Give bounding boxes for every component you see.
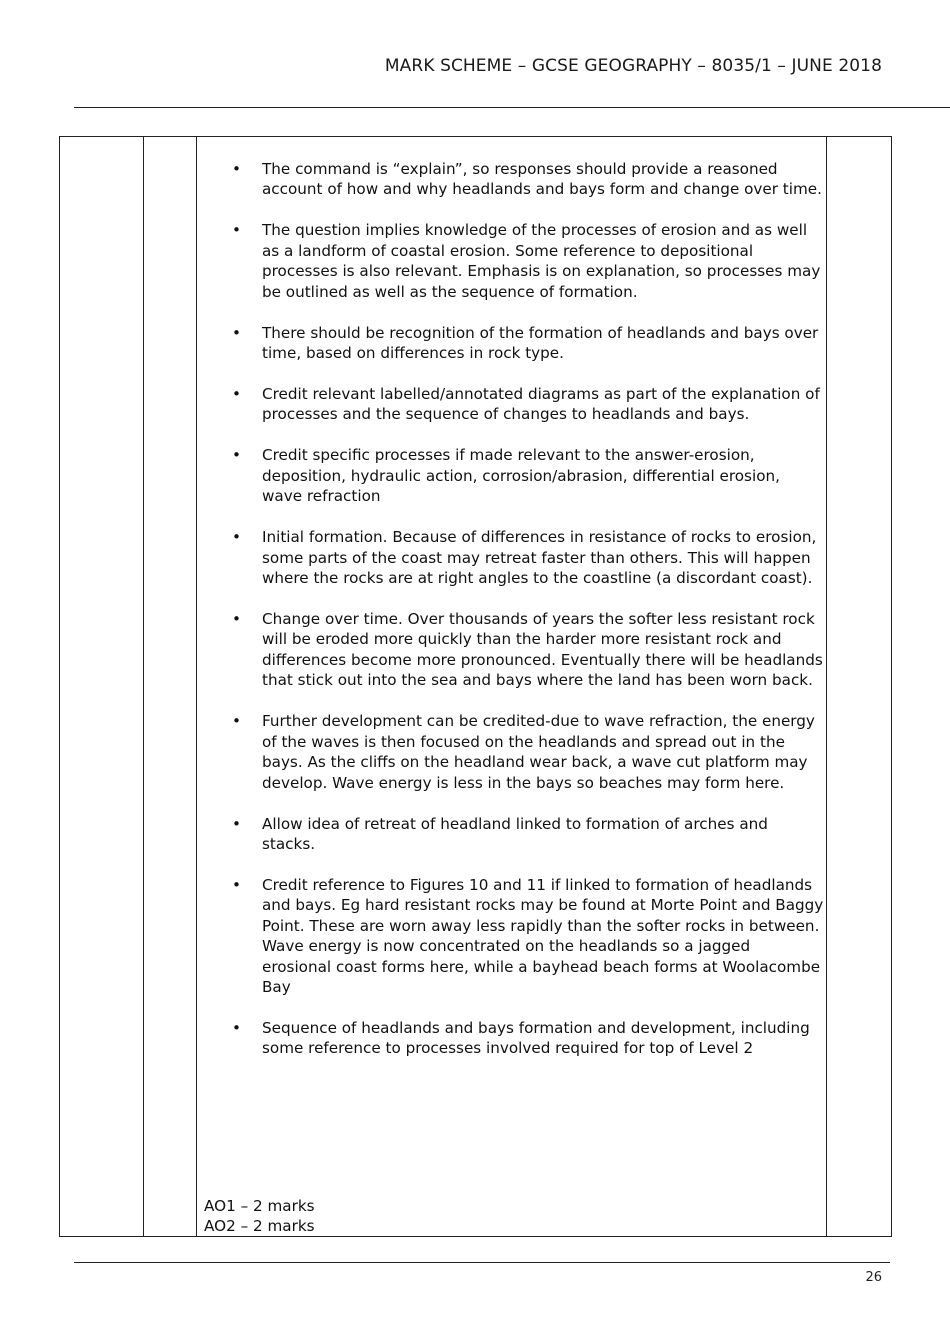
list-item <box>204 609 824 691</box>
list-item <box>204 220 824 302</box>
bullet-icon: • <box>232 814 241 833</box>
list-item <box>204 445 824 506</box>
bullet-text: Allow idea of retreat of headland linked to formation of arches and stacks. <box>262 814 768 853</box>
page-number: 26 <box>865 1270 882 1285</box>
bullet-text: Change over time. Over thousands of years the softer less resistant rock will be eroded more quickly than the harder more resistant rock and differences become more pronounced. Eventually there will be headlands that stick out into the sea and bays where the land has been worn back. <box>262 610 823 690</box>
bullet-text: The command is “explain”, so responses should provide a reasoned account of how and why headlands and bays form and change over time. <box>262 160 822 199</box>
ao1-marks: AO1 – 2 marks <box>204 1197 315 1215</box>
list-item <box>204 159 824 200</box>
list-item <box>204 875 824 997</box>
header-rule <box>74 107 950 108</box>
list-item <box>204 323 824 364</box>
list-item <box>204 814 824 855</box>
bullet-icon: • <box>232 160 241 178</box>
bullet-icon: • <box>232 323 241 342</box>
bullet-icon: • <box>232 221 241 240</box>
bullet-icon: • <box>232 446 241 465</box>
list-item <box>204 1018 824 1059</box>
list-item <box>204 527 824 588</box>
list-item <box>204 711 824 793</box>
assessment-marks <box>204 1196 315 1237</box>
bullet-icon: • <box>232 610 241 629</box>
bullet-text: Initial formation. Because of differences in resistance of rocks to erosion, some parts of the coast may retreat faster than others. This will happen where the rocks are at right angles to the coastline (a discordant coast). <box>262 528 817 588</box>
bullet-icon: • <box>232 1018 241 1037</box>
bullet-icon: • <box>232 875 241 894</box>
mark-scheme-table <box>59 136 892 1237</box>
column-divider <box>826 137 827 1236</box>
bullet-icon: • <box>232 385 241 404</box>
bullet-text: There should be recognition of the formation of headlands and bays over time, based on differences in rock type. <box>262 323 819 363</box>
page-header-title: MARK SCHEME – GCSE GEOGRAPHY – 8035/1 – JUNE 2018 <box>384 56 882 76</box>
bullet-text: Sequence of headlands and bays formation and development, including some reference to processes involved required for top of Level 2 <box>262 1018 810 1058</box>
bullet-text: The question implies knowledge of the processes of erosion and as well as a landform of coastal erosion. Some reference to depositional processes is also relevant. Emphasis is on explanation, so processes may be outlined as well as the sequence of formation. <box>262 221 821 301</box>
bullet-text: Further development can be credited-due to wave refraction, the energy of the waves is then focused on the headlands and spread out in the bays. As the cliffs on the headland wear back, a wave cut platform may develop. Wave energy is less in the bays so beaches may form here. <box>262 712 815 792</box>
footer-rule <box>74 1262 890 1263</box>
guidance-bullet-list <box>204 159 824 1059</box>
bullet-text: Credit relevant labelled/annotated diagrams as part of the explanation of processes and the sequence of changes to headlands and bays. <box>262 385 820 424</box>
bullet-text: Credit reference to Figures 10 and 11 if linked to formation of headlands and bays. Eg hard resistant rocks may be found at Morte Point and Baggy Point. These are worn away less rapidly than the softer rocks in between. Wave energy is now concentrated on the headlands so a jagged erosional coast forms here, while a bayhead beach forms at Woolacombe Bay <box>262 875 824 996</box>
bullet-icon: • <box>232 528 241 547</box>
column-divider <box>143 137 144 1236</box>
column-divider <box>196 137 197 1236</box>
guidance-content <box>204 159 824 1079</box>
bullet-text: Credit specific processes if made relevant to the answer-erosion, deposition, hydraulic action, corrosion/abrasion, differential erosion, wave refraction <box>262 446 780 506</box>
bullet-icon: • <box>232 712 241 731</box>
ao2-marks: AO2 – 2 marks <box>204 1217 315 1236</box>
list-item <box>204 384 824 425</box>
